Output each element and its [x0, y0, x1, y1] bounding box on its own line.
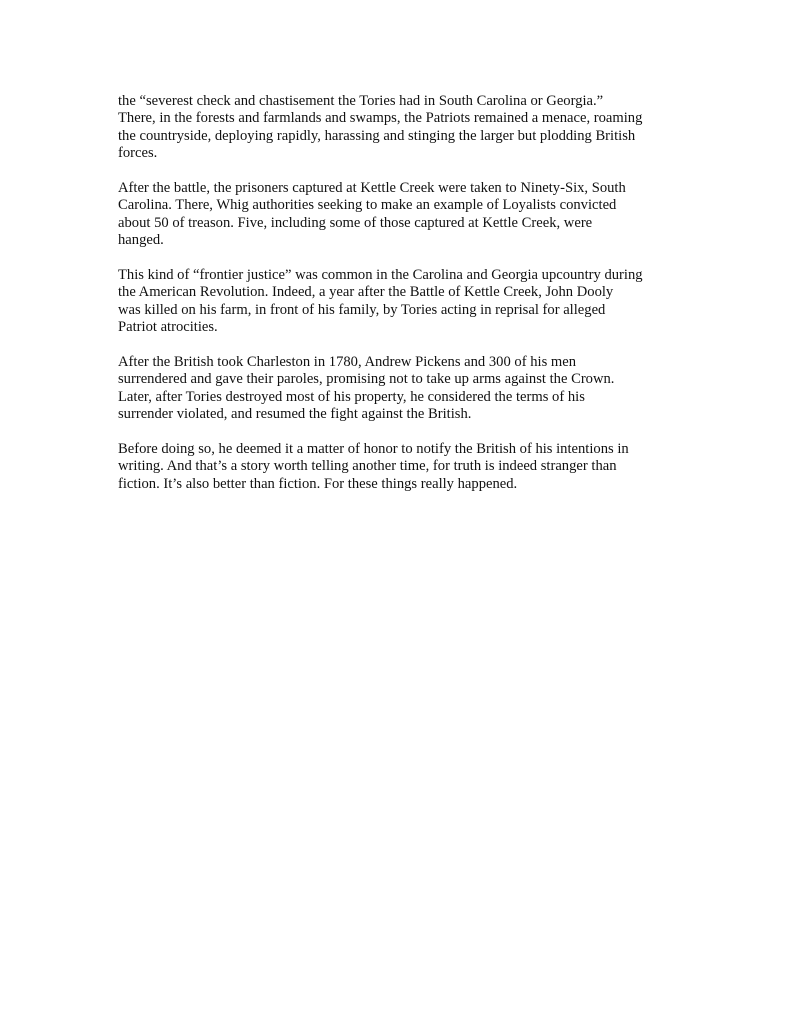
text-line: forces.: [118, 145, 158, 162]
text-line: the “severest check and chastisement the Tories had in South Carolina or Georgia.”: [118, 93, 604, 109]
text-line: Carolina. There, Whig authorities seeking to make an example of Loyalists convicted: [118, 197, 617, 214]
paragraph-prisoners: [118, 180, 688, 250]
text-line: the countryside, deploying rapidly, harassing and stinging the larger but plodding British: [118, 127, 636, 144]
text-line: This kind of “frontier justice” was common in the Carolina and Georgia upcountry during: [118, 267, 643, 284]
document-body: [118, 93, 688, 511]
paragraph-charleston: [118, 354, 688, 424]
text-line: There, in the forests and farmlands and swamps, the Patriots remained a menace, roaming: [118, 110, 643, 127]
text-line: about 50 of treason. Five, including some of those captured at Kettle Creek, were: [118, 214, 593, 231]
text-line: hanged.: [118, 232, 164, 249]
text-line: writing. And that’s a story worth telling another time, for truth is indeed stranger than: [118, 458, 617, 475]
text-line: Before doing so, he deemed it a matter of honor to notify the British of his intentions in: [118, 441, 629, 458]
text-line: was killed on his farm, in front of his family, by Tories acting in reprisal for alleged: [118, 301, 606, 318]
text-line: surrender violated, and resumed the fight against the British.: [118, 406, 472, 423]
text-line: surrendered and gave their paroles, promising not to take up arms against the Crown.: [118, 371, 615, 388]
text-line: fiction. It’s also better than fiction. For these things really happened.: [118, 475, 518, 492]
text-line: After the British took Charleston in 1780, Andrew Pickens and 300 of his men: [118, 354, 577, 371]
paragraph-frontier-justice: [118, 267, 688, 337]
text-line: After the battle, the prisoners captured at Kettle Creek were taken to Ninety-Six, South: [118, 180, 626, 197]
paragraph-tory-check: [118, 93, 688, 163]
text-line: Later, after Tories destroyed most of his property, he considered the terms of his: [118, 388, 585, 405]
paragraph-honor: [118, 441, 688, 493]
text-line: the American Revolution. Indeed, a year after the Battle of Kettle Creek, John Dooly: [118, 284, 614, 301]
text-line: Patriot atrocities.: [118, 319, 218, 336]
